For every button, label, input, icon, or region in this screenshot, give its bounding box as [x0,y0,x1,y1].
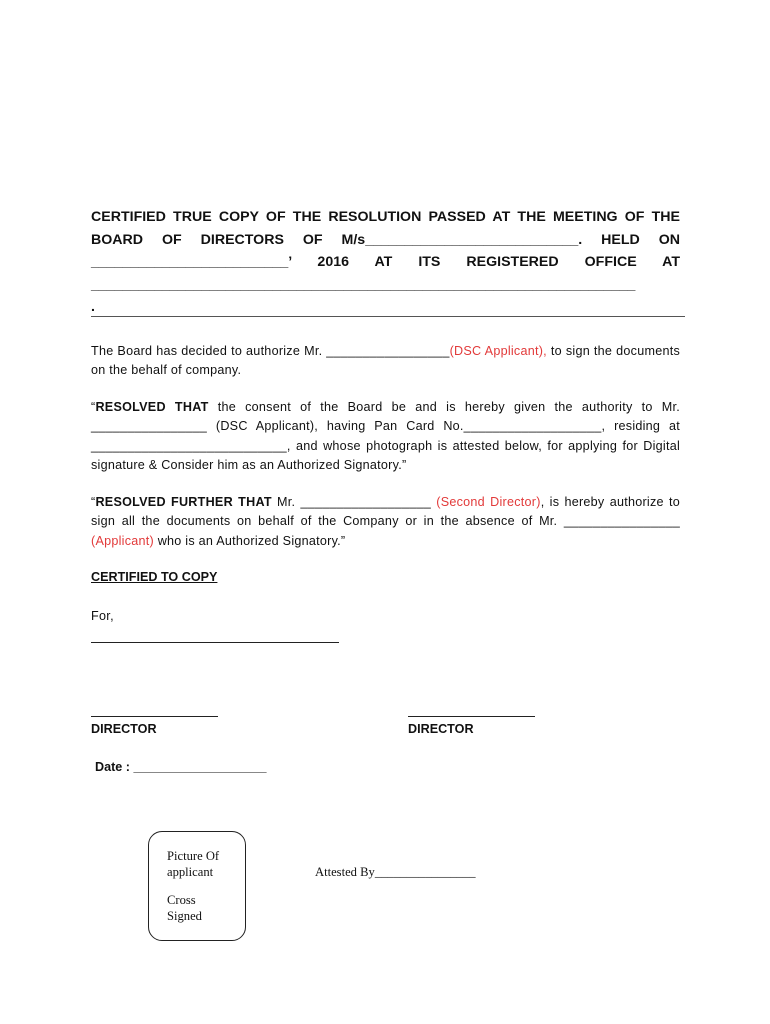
company-signature-line [91,642,339,643]
heading-line-5: . [91,299,95,315]
para1-text-b: to sign the documents on the behalf of company. [91,344,680,378]
applicant-label: (Applicant) [91,533,154,548]
heading-divider [91,316,685,317]
para1-text-a: The Board has decided to authorize Mr. _________________ [91,344,450,358]
applicant-photo-box [148,831,246,941]
date-field: Date : ___________________ [95,760,267,774]
para2-quote: “ [91,400,96,414]
director-right-label: DIRECTOR [408,722,474,736]
director-left-label: DIRECTOR [91,722,157,736]
photo-box-line-1: Picture Of [167,849,220,863]
director-left-signature-line [91,716,218,717]
photo-box-line-2: applicant [167,865,214,879]
para3-text-c: who is an Authorized Signatory.” [153,533,346,548]
para3-text-b: , is hereby authorize to sign all the documents on behalf of the Company or in the absence of Mr. ________________ [91,495,680,529]
resolved-further-paragraph [91,493,680,551]
director-right-signature-line [408,716,535,717]
attested-by-field: Attested By________________ [315,865,476,879]
board-authorization-paragraph [91,342,680,381]
resolved-further-label: RESOLVED FURTHER THAT [95,495,272,509]
heading-line-4: _____________________________________________________________________ [91,276,636,293]
heading-line-2: BOARD OF DIRECTORS OF M/s___________________________. HELD ON [91,231,680,248]
para3-text-a: Mr. __________________ [271,495,437,509]
resolved-that-paragraph [91,398,680,476]
dsc-applicant-label: (DSC Applicant), [449,344,547,358]
heading-line-1: CERTIFIED TRUE COPY OF THE RESOLUTION PASSED AT THE MEETING OF THE [91,209,680,225]
certified-to-copy: CERTIFIED TO COPY [91,570,218,584]
heading-line-3: _________________________’ 2016 AT ITS REGISTERED OFFICE AT [91,254,680,270]
para3-quote: “ [91,495,96,509]
for-label: For, [91,609,114,623]
photo-box-line-4: Signed [167,909,202,923]
para2-text: the consent of the Board be and is hereby given the authority to Mr. ________________ (DSC Applicant), having Pan Card No.___________________, residing at ___________________________, and whose photograph is attested below, for applying for Digital signature & Consider him as an Authorized Signatory.” [91,400,680,473]
photo-box-line-3: Cross [167,893,196,907]
resolved-that-label: RESOLVED THAT [95,400,209,414]
resolution-heading [91,206,680,319]
second-director-label: (Second Director) [436,495,541,509]
